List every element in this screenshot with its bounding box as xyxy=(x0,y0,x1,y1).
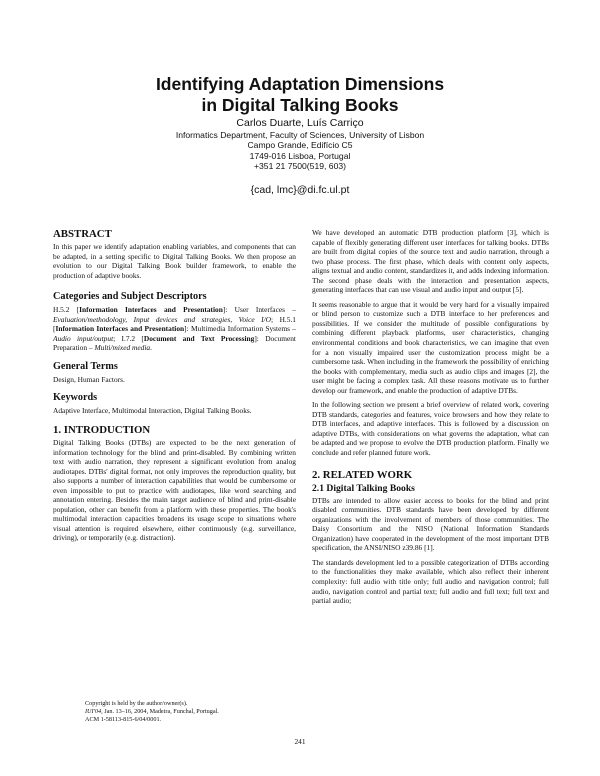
copyright-venue-line: IUI'04, Jan. 13–16, 2004, Madeira, Funchal, Portugal. xyxy=(85,708,219,716)
general-terms-heading: General Terms xyxy=(53,360,118,372)
introduction-heading: 1. INTRODUCTION xyxy=(53,424,151,437)
affiliation-line: Informatics Department, Faculty of Sciences, University of Lisbon xyxy=(175,130,425,140)
copyright-acm-line: ACM 1-58113-815-6/04/0001. xyxy=(85,716,162,724)
affiliation-line: +351 21 7500(519, 603) xyxy=(254,161,346,172)
paragraph: In the following section we present a brief overview of related work, covering DTB standards, categories and features, voice browsers and how they relate to DTB interfaces, and adaptive interfaces. This is followed by a discussion on adaptive DTBs, with considerations on what governs the adaptation, what can be adapted and we propose to evolve the DTB production platform. Finally we conclude and refer planned future work. xyxy=(312,400,549,458)
left-column xyxy=(53,228,296,543)
keywords-heading: Keywords xyxy=(53,392,98,404)
general-terms-text: Design, Human Factors. xyxy=(53,374,125,384)
authors: Carlos Duarte, Luís Carriço xyxy=(236,117,364,129)
copyright-line: Copyright is held by the author/owner(s). xyxy=(85,700,188,707)
related-work-heading: 2. RELATED WORK xyxy=(312,468,413,481)
abstract-heading: ABSTRACT xyxy=(53,228,112,240)
copyright-notice xyxy=(85,700,300,725)
affiliation-line: 1749-016 Lisboa, Portugal xyxy=(249,150,351,161)
author-email: {cad, lmc}@di.fc.ul.pt xyxy=(250,184,350,196)
abstract-text: In this paper we identify adaptation enabling variables, and components that can be adapted, in a setting specific to Digital Talking Books. We then propose an evolution to our Digital Talking Book builder framework, to enable the production of adaptive books. xyxy=(53,242,296,280)
paragraph: We have developed an automatic DTB production platform [3], which is capable of flexibly generating different user interfaces for talking books. DTBs are built from digital copies of the source text and audio narration, through a two phase process. The first phase, which deals with content only aspects, aligns textual and audio content, standardizes it, and adds indexing information. The second phase deals with the interaction and presentation aspects, generating interfaces that can use visual and audio input and output [5]. xyxy=(312,228,549,295)
paper-title xyxy=(0,74,600,116)
title-line-1: Identifying Adaptation Dimensions xyxy=(155,74,445,94)
keywords-text: Adaptive Interface, Multimodal Interaction, Digital Talking Books. xyxy=(53,406,252,416)
introduction-text: Digital Talking Books (DTBs) are expected to be the next generation of information technology for the blind and print-disabled. By combining written text with audio narration, they represent a significant evolution from analog audiotapes. DTBs' digital format, not only improves the reproduction quality, but also supports a number of interaction capabilities that would be cumbersome or even impossible to put to practice with audiotapes, like word searching and annotation entering. Besides the main target audience of blind and print-disable population, other can benefit from a platform with these properties. The book's multimodal interaction capacities broadens its usage scope to situations where visual attention is required elsewhere, either continuously (e.g. surveillance, driving), or temporarily (e.g. distraction). xyxy=(53,438,296,543)
affiliation xyxy=(0,130,600,172)
right-column xyxy=(312,228,549,606)
categories-text: H.5.2 [Information Interfaces and Presentation]: User Interfaces – Evaluation/methodology, Input devices and strategies, Voice I/O; H.5.1 [Information Interfaces and Presentation]: Multimedia Information Systems – Audio input/output; I.7.2 [Document and Text Processing]: Document Preparation – Multi/mixed media. xyxy=(53,305,297,353)
title-line-2: in Digital Talking Books xyxy=(201,95,399,115)
categories-heading: Categories and Subject Descriptors xyxy=(53,291,207,303)
dtb-subheading: 2.1 Digital Talking Books xyxy=(312,482,415,494)
paragraph: The standards development led to a possible categorization of DTBs according to the functionalities they make available, which also reflect their inherent complexity: full audio with title only; full audio and navigation control; full audio, navigation control and partial text; full audio and full text; full text and partial audio; xyxy=(312,557,549,606)
paragraph: It seems reasonable to argue that it would be very hard for a visually impaired or blind person to customize such a DTB interface to her preferences and possibilities. If we consider the multitude of possible configurations by combining different playback platforms, user characteristics, changing environmental conditions and book characteristics, we can imagine that even for a non visually impaired user the customization process might be a cumbersome task. When including in the framework the possibility of enriching the books with complementary, media such as audio clips and images [2], the user might be facing a complex task. All these reasons motivate us to further develop our framework, and enable the production of adaptive DTBs. xyxy=(312,299,549,395)
page-number: 241 xyxy=(294,737,306,746)
affiliation-line: Campo Grande, Edifício C5 xyxy=(247,140,353,151)
paragraph: DTBs are intended to allow easier access to books for the blind and print disabled communities. DTB standards have been developed by different organizations with the involvement of members of those communities. The Daisy Consortium and the NISO (National Information Standards Organization) have cooperated in the development of the most important DTB specification, the ANSI/NISO z39.86 [1]. xyxy=(312,495,549,553)
